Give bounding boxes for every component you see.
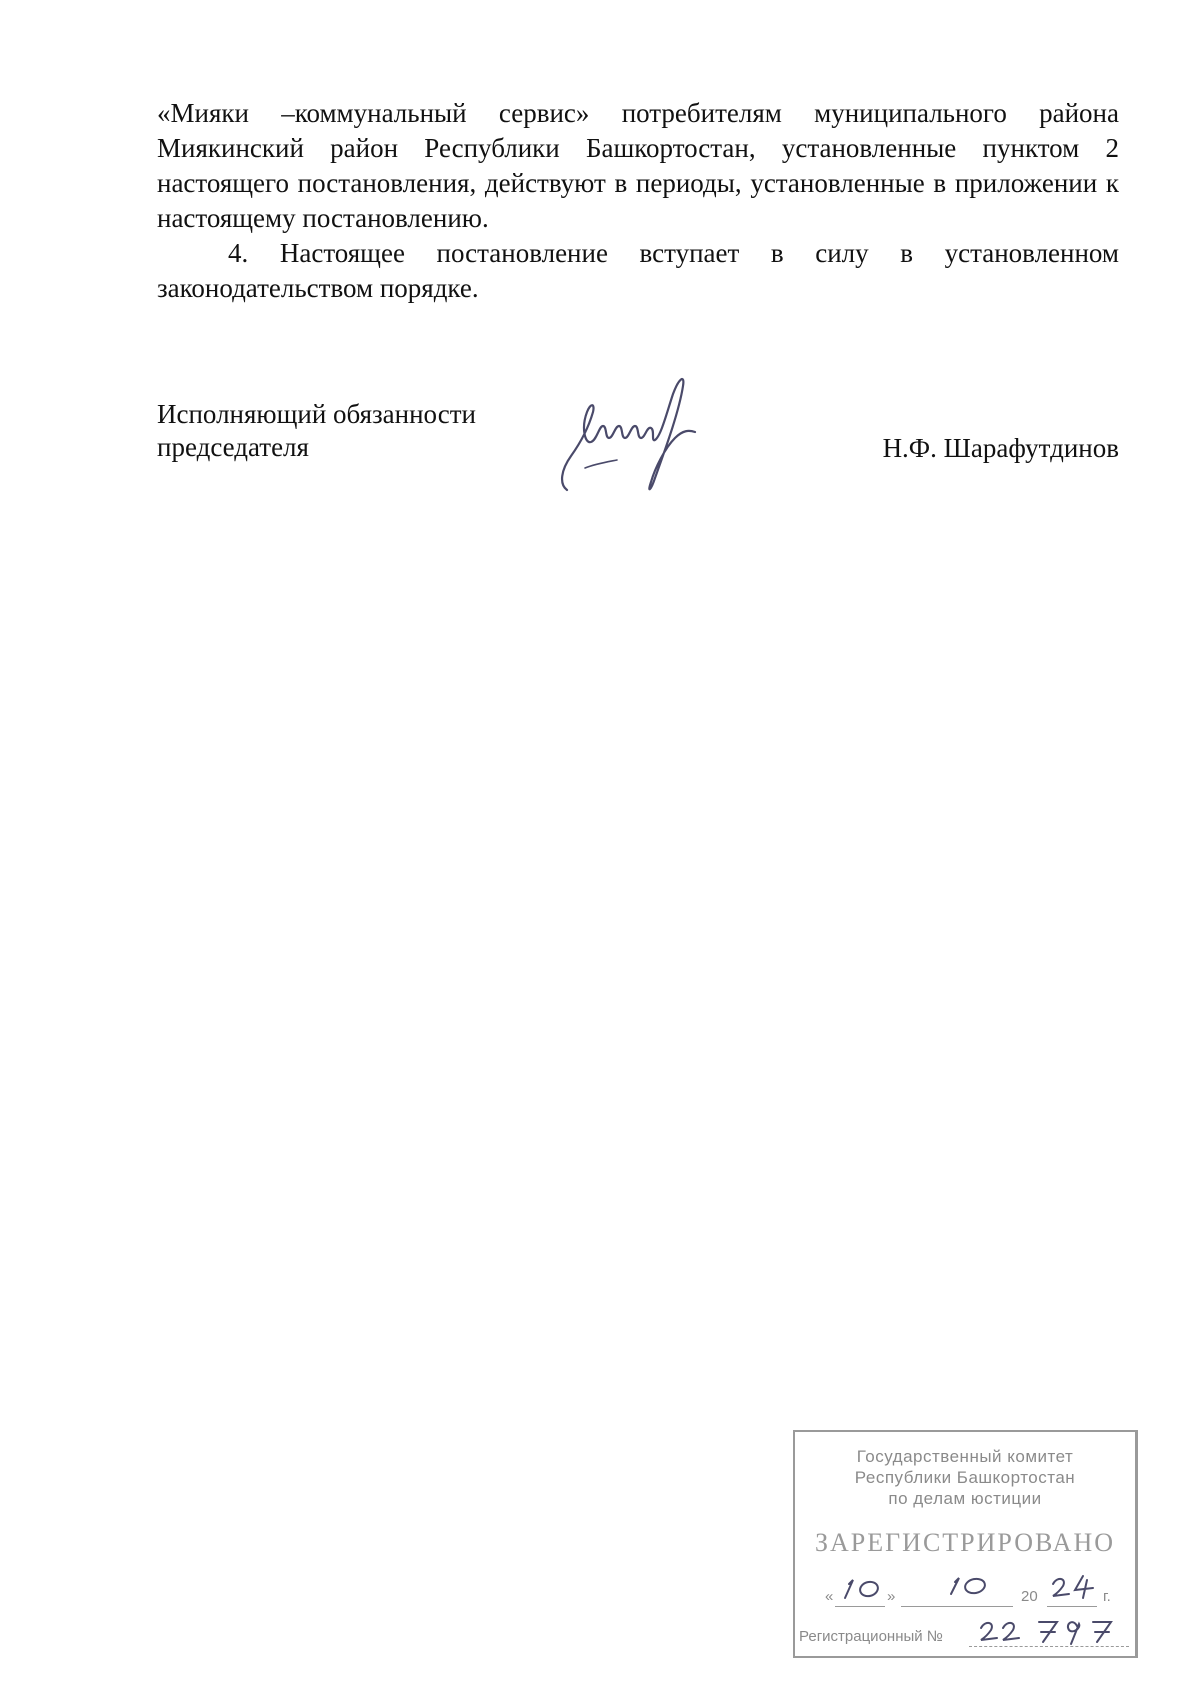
handwritten-signature <box>555 372 710 497</box>
stamp-date-row <box>825 1580 1125 1610</box>
document-body <box>157 96 1119 306</box>
stamp-year-mark: г. <box>1103 1588 1111 1605</box>
paragraph-4: 4. Настоящее постановление вступает в силу в установленном законодательством порядке. <box>157 238 1119 303</box>
signer-position <box>157 398 537 464</box>
stamp-month-underline <box>901 1606 1013 1607</box>
stamp-status: ЗАРЕГИСТРИРОВАНО <box>815 1528 1115 1557</box>
stamp-reg-number-underline <box>969 1646 1129 1647</box>
stamp-reg-number-label: Регистрационный № <box>799 1628 943 1645</box>
signer-position-line1: Исполняющий обязанности <box>157 399 476 429</box>
handwritten-reg-number <box>975 1614 1125 1648</box>
signer-position-line2: председателя <box>157 432 309 462</box>
stamp-quote-close: » <box>887 1588 896 1605</box>
stamp-year-prefix: 20 <box>1021 1588 1038 1605</box>
stamp-year-underline <box>1047 1606 1097 1607</box>
paragraph-continuation: «Мияки –коммунальный сервис» потребителям муниципального района Миякинский район Республики Башкортостан, установленные пунктом 2 настоящего постановления, действуют в периоды, установленные в приложении к настоящему постановлению. <box>157 98 1119 233</box>
stamp-org-line2: Республики Башкортостан <box>854 1468 1076 1487</box>
registration-stamp <box>793 1430 1138 1658</box>
stamp-quote-open: « <box>825 1588 834 1605</box>
handwritten-month <box>945 1572 993 1602</box>
handwritten-day <box>837 1574 885 1604</box>
stamp-org-line3: по делам юстиции <box>888 1489 1042 1508</box>
stamp-day-underline <box>835 1606 885 1607</box>
stamp-reg-number-row <box>799 1624 1135 1652</box>
stamp-organization <box>795 1446 1135 1509</box>
handwritten-year <box>1049 1572 1099 1602</box>
stamp-org-line1: Государственный комитет <box>856 1447 1074 1466</box>
signer-name: Н.Ф. Шарафутдинов <box>882 433 1119 463</box>
